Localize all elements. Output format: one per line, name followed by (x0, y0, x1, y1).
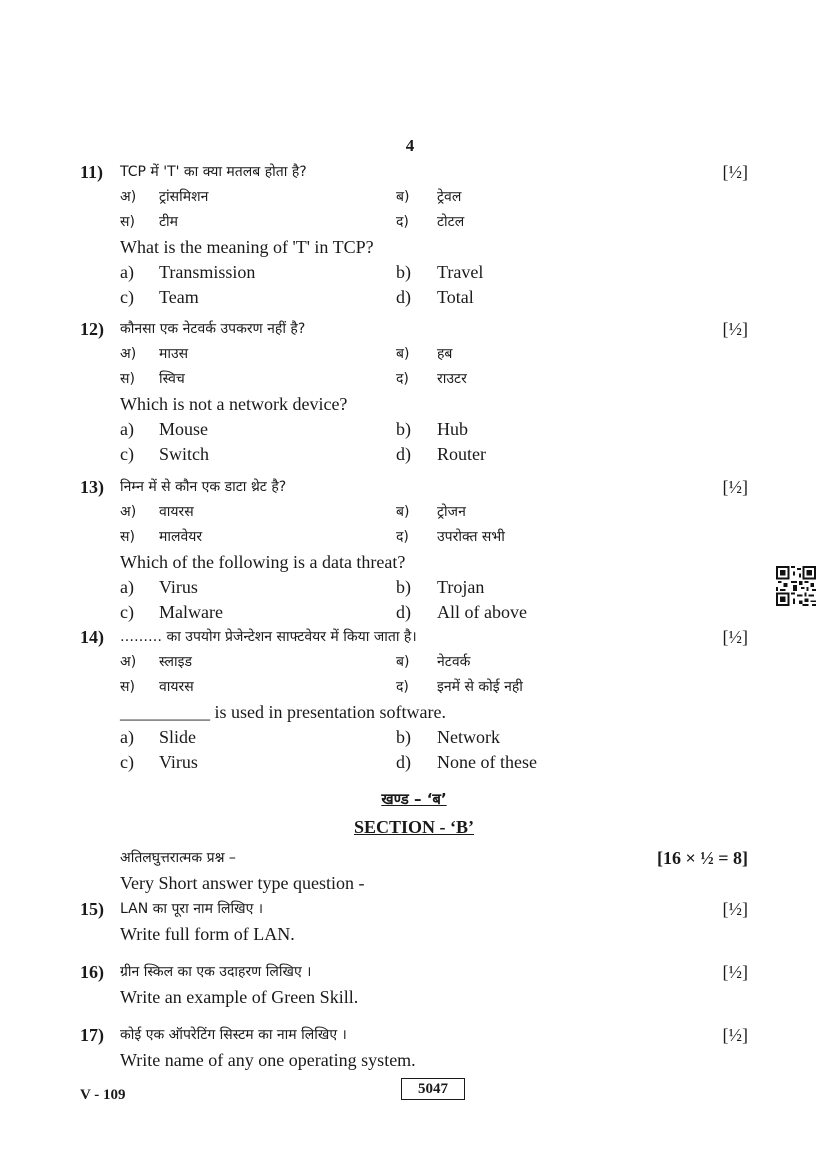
hindi-question: LAN का पूरा नाम लिखिए । (120, 901, 264, 917)
marks: [½] (722, 962, 748, 982)
question-number: 11) (80, 162, 104, 182)
option-label: b) (396, 419, 411, 439)
hindi-question: ……… का उपयोग प्रेजेन्टेशन साफ्टवेयर में किया जाता है। (120, 629, 417, 645)
option-label: ब) (396, 346, 410, 362)
option-text: Team (159, 287, 199, 307)
option-label: b) (396, 262, 411, 282)
option-text: वायरस (159, 504, 194, 520)
option-label: स) (120, 214, 135, 230)
hindi-question: कोई एक ऑपरेटिंग सिस्टम का नाम लिखिए । (120, 1027, 347, 1043)
english-question: Which is not a network device? (120, 394, 348, 414)
option-label: a) (120, 727, 134, 747)
option-text: नेटवर्क (437, 654, 471, 670)
option-label: c) (120, 287, 134, 307)
english-question: Write full form of LAN. (120, 924, 295, 944)
option-label: अ) (120, 504, 137, 520)
english-instruction: Very Short answer type question - (120, 873, 365, 893)
qr-code-icon (776, 566, 816, 606)
option-text: Virus (159, 577, 198, 597)
option-label: स) (120, 529, 135, 545)
hindi-question: कौनसा एक नेटवर्क उपकरण नहीं है? (120, 321, 306, 337)
option-text: Hub (437, 419, 468, 439)
question-12 (80, 317, 748, 467)
english-question: __________ is used in presentation software. (120, 702, 446, 722)
option-text: Transmission (159, 262, 256, 282)
section-b-hindi-title: खण्ड – ‘ब’ (381, 790, 447, 808)
option-text: उपरोक्त सभी (437, 529, 505, 545)
option-text: Network (437, 727, 500, 747)
question-17 (80, 1023, 748, 1073)
option-label: द) (396, 214, 409, 230)
option-label: c) (120, 752, 134, 772)
question-number: 16) (80, 962, 104, 982)
option-text: ट्रोजन (437, 504, 466, 520)
english-question: Write name of any one operating system. (120, 1050, 416, 1070)
option-text: टोटल (437, 214, 465, 230)
option-text: माउस (159, 346, 189, 362)
marks: [½] (722, 319, 748, 339)
option-text: स्विच (159, 371, 185, 387)
section-b-english-title: SECTION - ‘B’ (353, 817, 474, 837)
option-label: द) (396, 679, 409, 695)
option-label: ब) (396, 189, 410, 205)
option-text: All of above (437, 602, 527, 622)
option-label: c) (120, 602, 134, 622)
english-question: What is the meaning of 'T' in TCP? (120, 237, 374, 257)
option-text: Router (437, 444, 486, 464)
marks: [½] (722, 627, 748, 647)
option-label: d) (396, 444, 411, 464)
option-label: b) (396, 727, 411, 747)
hindi-question: निम्न में से कौन एक डाटा थ्रेट है? (120, 479, 287, 495)
option-label: अ) (120, 189, 137, 205)
question-14 (80, 625, 748, 775)
option-text: Trojan (437, 577, 485, 597)
option-text: None of these (437, 752, 537, 772)
option-text: Total (437, 287, 474, 307)
total-marks: [16 × ½ = 8] (656, 848, 748, 868)
question-number: 15) (80, 899, 104, 919)
option-text: हब (437, 346, 453, 362)
option-text: मालवेयर (159, 529, 203, 545)
option-label: a) (120, 419, 134, 439)
option-text: ट्रांसमिशन (159, 189, 209, 205)
option-label: अ) (120, 346, 137, 362)
option-text: Virus (159, 752, 198, 772)
option-label: द) (396, 371, 409, 387)
option-label: स) (120, 679, 135, 695)
question-16 (80, 960, 748, 1010)
option-label: d) (396, 752, 411, 772)
page-number: 4 (405, 136, 415, 155)
question-number: 12) (80, 319, 104, 339)
question-15 (80, 897, 748, 947)
marks: [½] (722, 1025, 748, 1045)
option-label: द) (396, 529, 409, 545)
option-text: Travel (437, 262, 484, 282)
option-label: ब) (396, 654, 410, 670)
question-11 (80, 160, 748, 310)
option-label: ब) (396, 504, 410, 520)
question-number: 17) (80, 1025, 104, 1045)
question-13 (80, 475, 748, 625)
option-label: d) (396, 602, 411, 622)
english-question: Write an example of Green Skill. (120, 987, 359, 1007)
option-label: a) (120, 577, 134, 597)
option-label: अ) (120, 654, 137, 670)
page-code-box: 5047 (401, 1078, 465, 1100)
marks: [½] (722, 477, 748, 497)
question-number: 14) (80, 627, 104, 647)
option-label: c) (120, 444, 134, 464)
option-label: b) (396, 577, 411, 597)
option-text: राउटर (437, 371, 467, 387)
option-label: a) (120, 262, 134, 282)
option-text: इनमें से कोई नही (437, 679, 523, 695)
option-text: Slide (159, 727, 197, 747)
question-number: 13) (80, 477, 104, 497)
marks: [½] (722, 162, 748, 182)
option-text: स्लाइड (159, 654, 192, 670)
option-text: Mouse (159, 419, 208, 439)
option-text: टीम (159, 214, 179, 230)
hindi-instruction: अतिलघुत्तरात्मक प्रश्न – (120, 850, 236, 866)
english-question: Which of the following is a data threat? (120, 552, 406, 572)
option-label: स) (120, 371, 135, 387)
paper-code: V - 109 (80, 1087, 126, 1103)
marks: [½] (722, 899, 748, 919)
option-text: Malware (159, 602, 223, 622)
option-text: Switch (159, 444, 210, 464)
option-label: d) (396, 287, 411, 307)
hindi-question: ग्रीन स्किल का एक उदाहरण लिखिए । (120, 964, 312, 980)
section-b-instructions (80, 846, 748, 896)
hindi-question: TCP में 'T' का क्या मतलब होता है? (120, 164, 307, 180)
option-text: ट्रेवल (437, 189, 462, 205)
option-text: वायरस (159, 679, 194, 695)
